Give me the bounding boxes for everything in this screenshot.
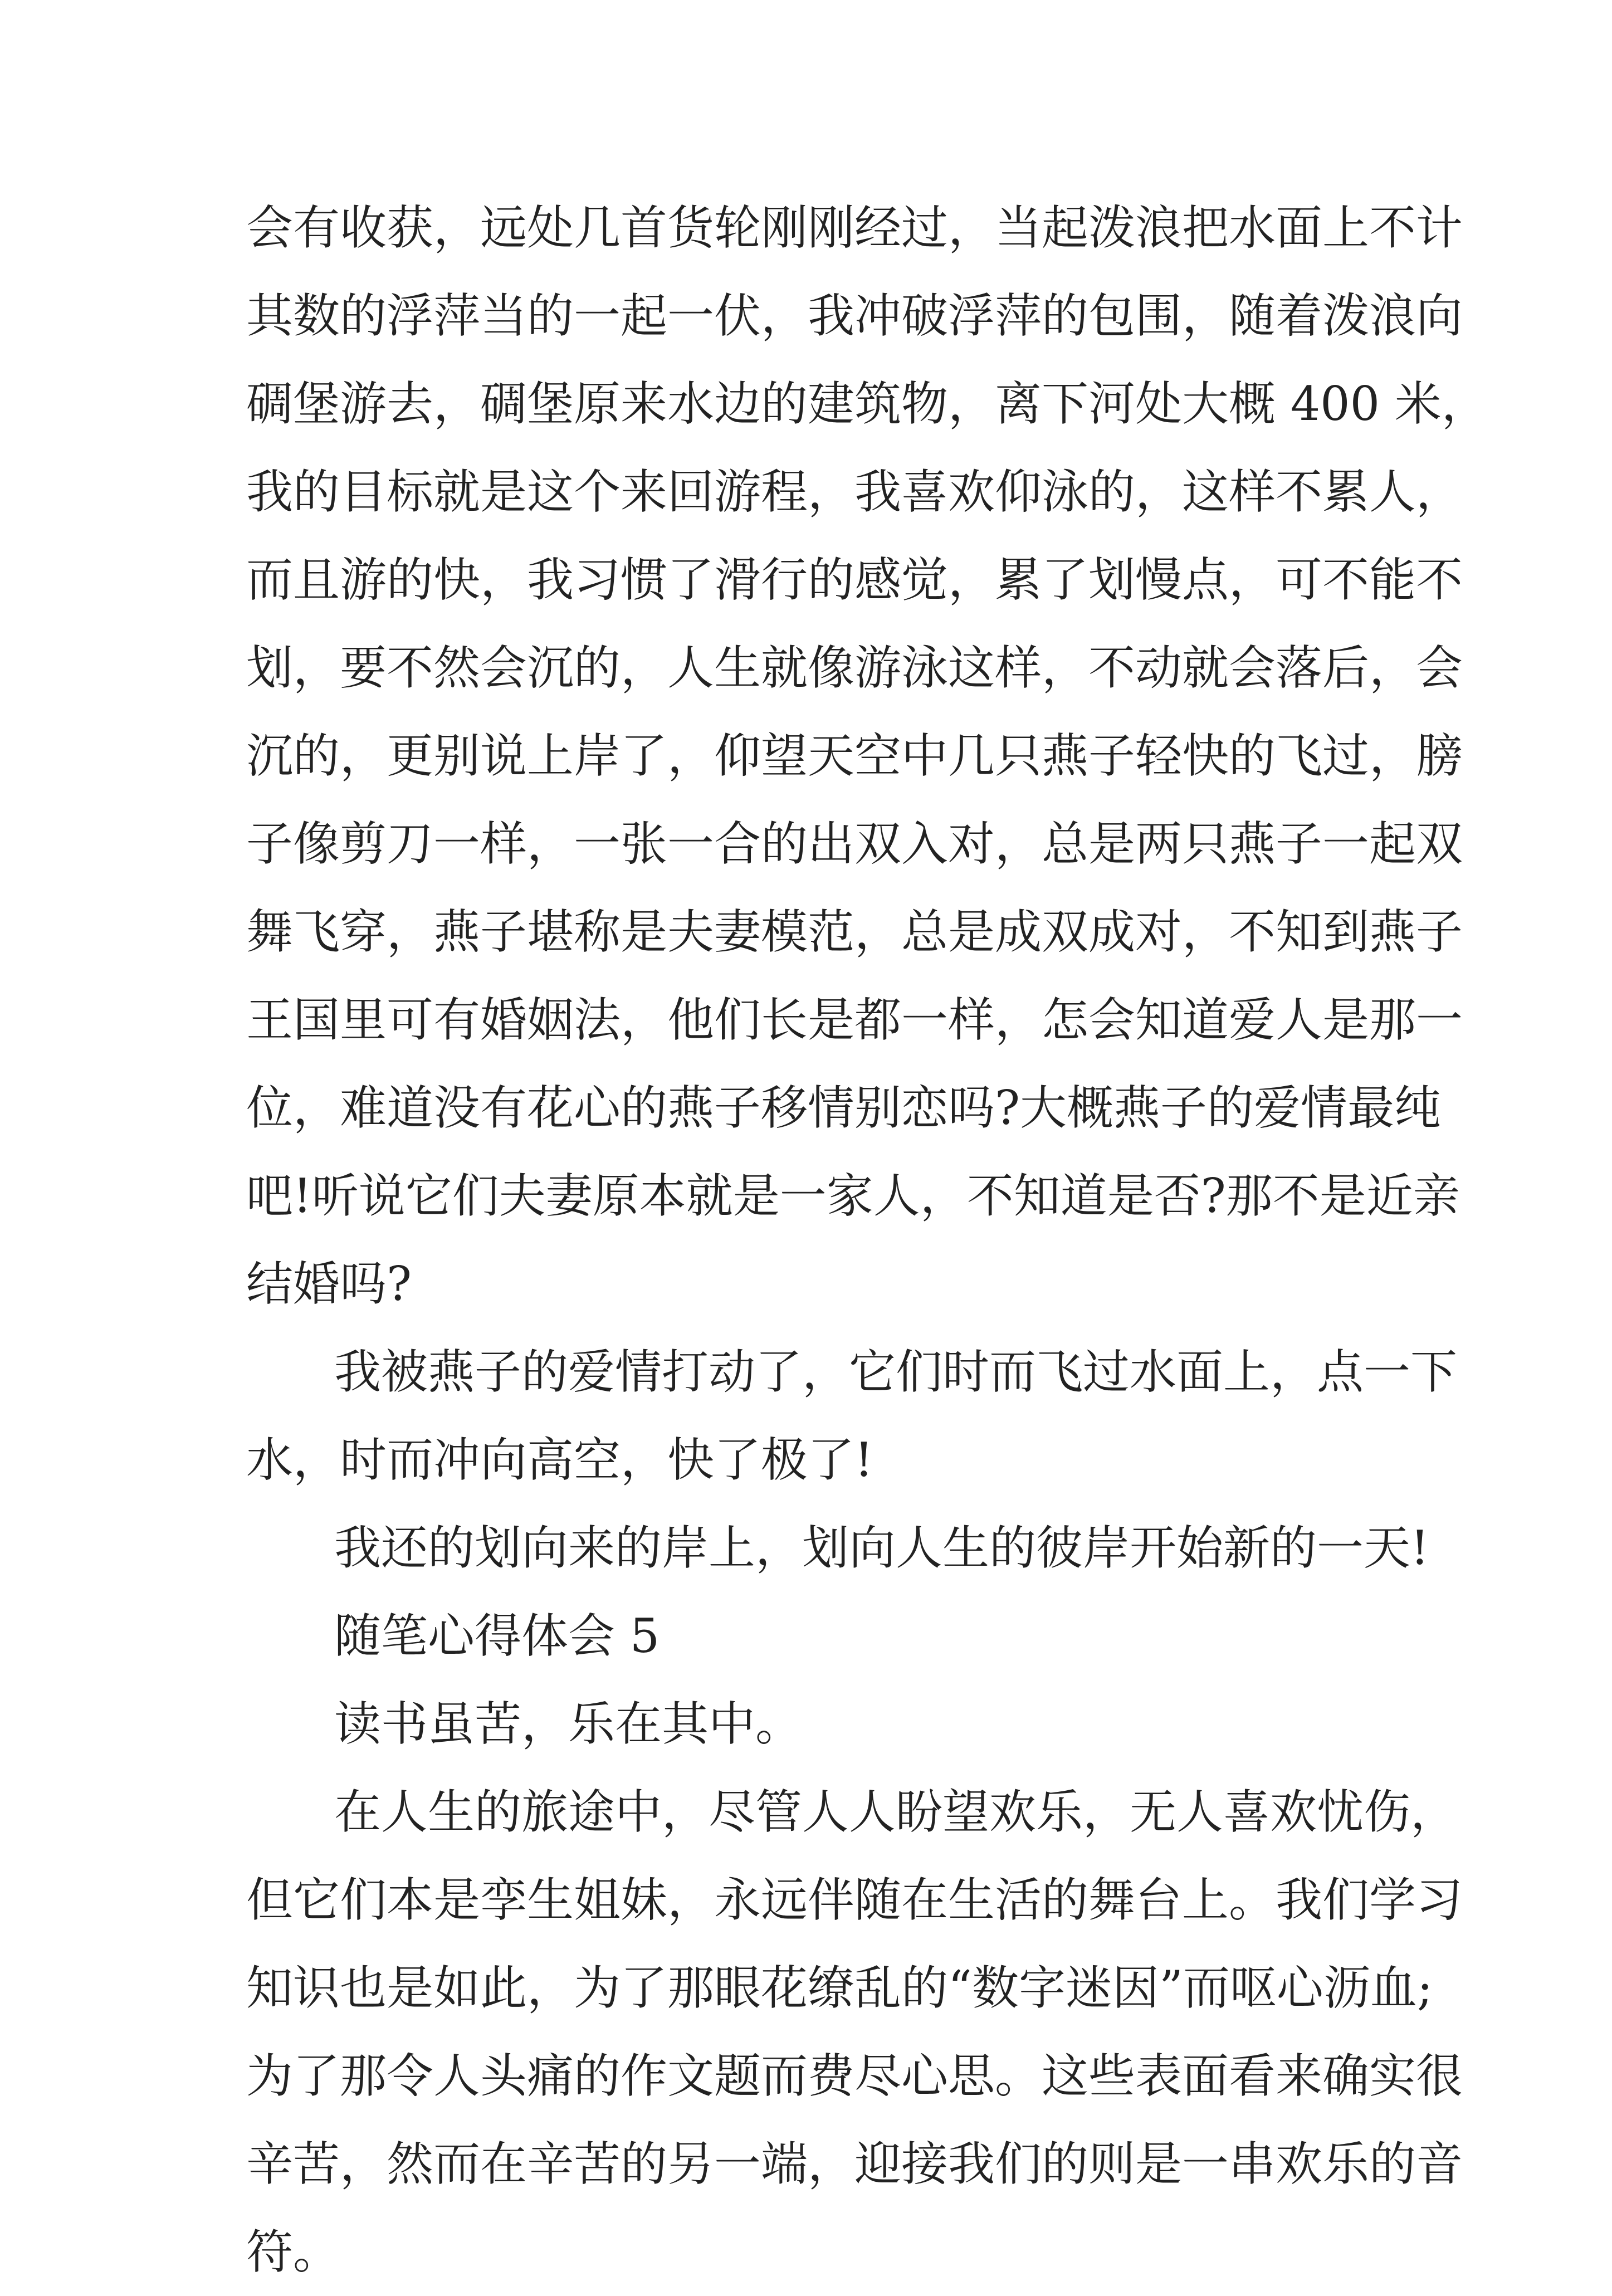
text-line: 划，要不然会沉的，人生就像游泳这样，不动就会落后，会: [246, 641, 1463, 695]
text-line: 碉堡游去，碉堡原来水边的建筑物，离下河处大概 400 米，: [246, 377, 1488, 431]
text-line: 舞飞穿，燕子堪称是夫妻模范，总是成双成对，不知到燕子: [246, 905, 1463, 959]
text-line: 在人生的旅途中，尽管人人盼望欢乐，无人喜欢忧伤，: [334, 1785, 1458, 1839]
text-line: 我的目标就是这个来回游程，我喜欢仰泳的，这样不累人，: [246, 465, 1463, 519]
text-line: 符。: [246, 2225, 340, 2279]
text-line: 王国里可有婚姻法，他们长是都一样，怎会知道爱人是那一: [246, 993, 1463, 1047]
text-line: 其数的浮萍当的一起一伏，我冲破浮萍的包围，随着泼浪向: [246, 289, 1463, 343]
text-line: 但它们本是孪生姐妹，永远伴随在生活的舞台上。我们学习: [246, 1873, 1463, 1927]
text-line: 位，难道没有花心的燕子移情别恋吗?大概燕子的爱情最纯: [246, 1081, 1442, 1135]
text-line: 而且游的快，我习惯了滑行的感觉，累了划慢点，可不能不: [246, 553, 1463, 607]
text-line: 吧!听说它们夫妻原本就是一家人，不知道是否?那不是近亲: [246, 1169, 1460, 1223]
text-line: 我还的划向来的岸上，划向人生的彼岸开始新的一天!: [334, 1521, 1429, 1575]
text-line: 沉的，更别说上岸了，仰望天空中几只燕子轻快的飞过，膀: [246, 729, 1463, 783]
text-line: 我被燕子的爱情打动了，它们时而飞过水面上，点一下: [334, 1345, 1458, 1399]
text-line: 随笔心得体会 5: [334, 1609, 660, 1663]
text-line: 会有收获，远处几首货轮刚刚经过，当起泼浪把水面上不计: [246, 201, 1463, 255]
text-line: 读书虽苦，乐在其中。: [334, 1697, 803, 1751]
text-line: 结婚吗?: [246, 1257, 412, 1311]
text-line: 子像剪刀一样，一张一合的出双入对，总是两只燕子一起双: [246, 817, 1463, 871]
text-line: 水，时而冲向高空，快了极了!: [246, 1433, 873, 1487]
body-text: [246, 184, 1488, 2296]
text-line: 辛苦，然而在辛苦的另一端，迎接我们的则是一串欢乐的音: [246, 2137, 1463, 2191]
text-line: 为了那令人头痛的作文题而费尽心思。这些表面看来确实很: [246, 2049, 1463, 2103]
text-line: 知识也是如此，为了那眼花缭乱的“数字迷因”而呕心沥血;: [246, 1961, 1433, 2015]
